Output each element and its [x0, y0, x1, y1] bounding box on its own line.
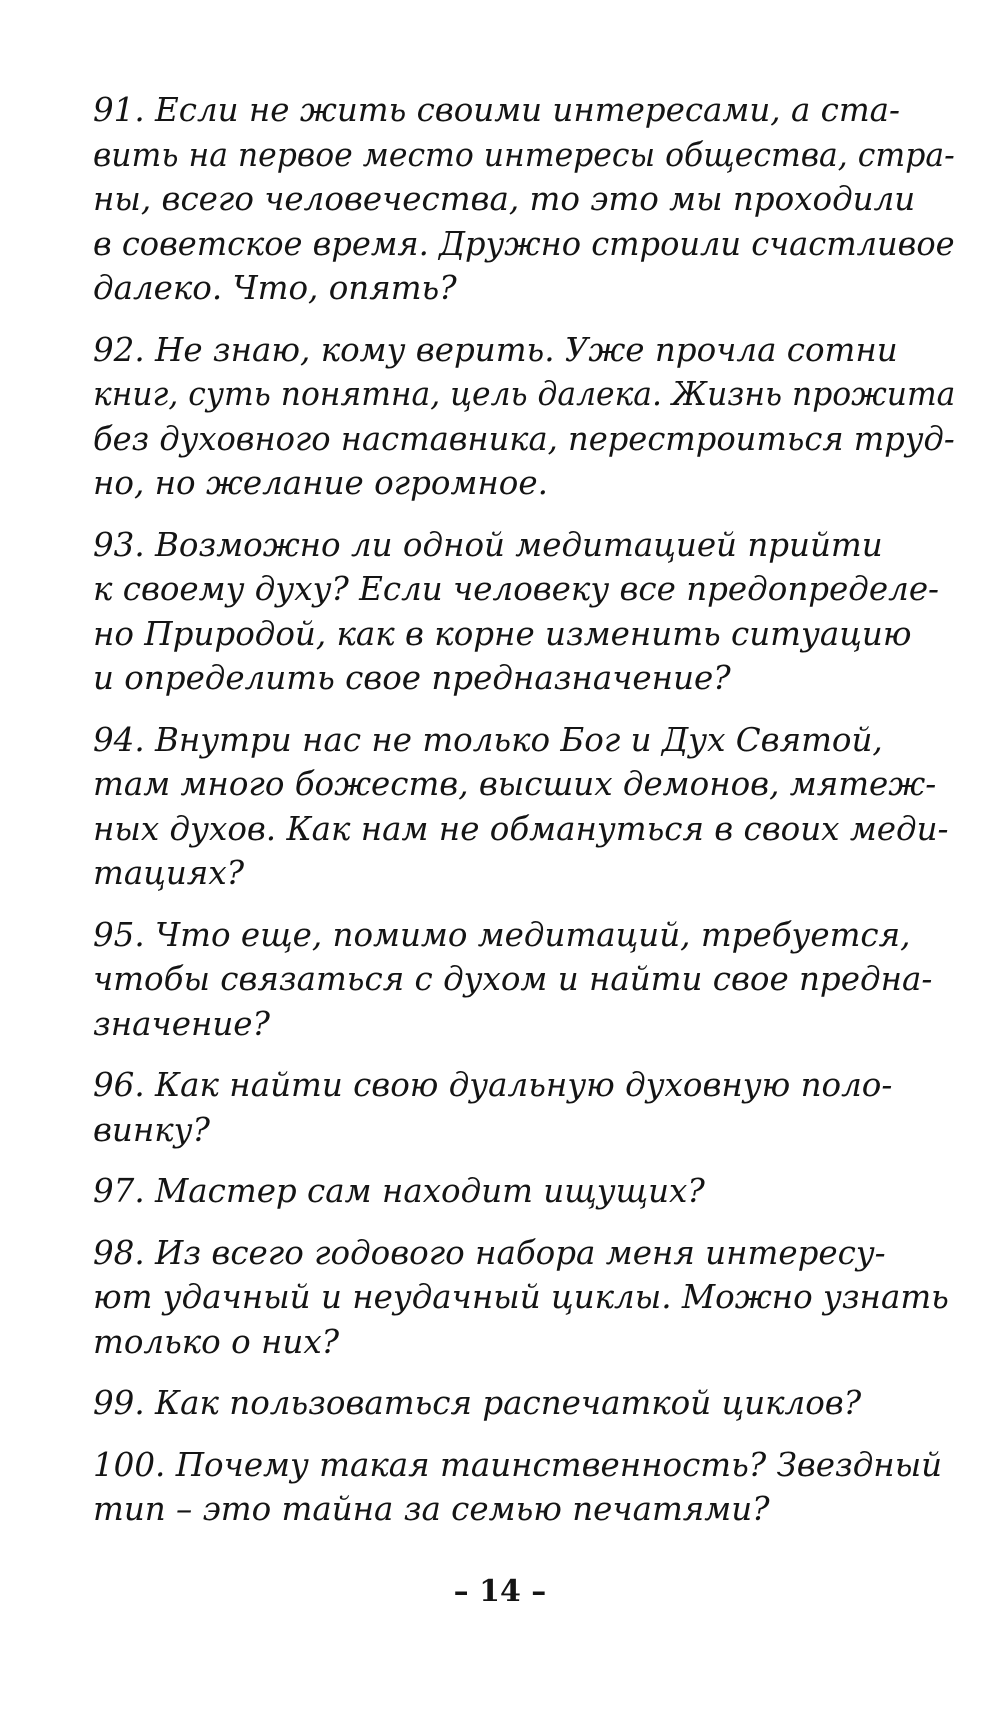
question-100 [93, 1443, 955, 1532]
text-line: чтобы связаться с духом и найти свое предна- [93, 960, 933, 998]
text-line: ют удачный и неудачный циклы. Можно узнать [93, 1278, 949, 1316]
text-line: ных духов. Как нам не обмануться в своих меди- [93, 809, 949, 848]
text-line: только о них? [93, 1322, 340, 1361]
text-line: в советское время. Дружно строили счастливое [93, 224, 955, 263]
text-line: 94. Внутри нас не только Бог и Дух Святой, [93, 720, 883, 759]
question-91 [93, 88, 955, 311]
text-line: 97. Мастер сам находит ищущих? [93, 1172, 705, 1210]
text-line: но, но желание огромное. [93, 464, 548, 502]
text-line: 91. Если не жить своими интересами, а ста- [93, 91, 901, 129]
text-line: без духовного наставника, перестроиться труд- [93, 419, 955, 458]
text-line: вить на первое место интересы общества, стра- [93, 135, 955, 174]
question-95 [93, 913, 955, 1047]
page-number: – 14 – [453, 1574, 547, 1609]
text-line: далеко. Что, опять? [93, 269, 457, 307]
text-line: 92. Не знаю, кому верить. Уже прочла сотни [93, 330, 898, 369]
text-line: 96. Как найти свою дуальную духовную поло- [93, 1066, 893, 1104]
question-93 [93, 523, 955, 701]
text-line: тациях? [93, 854, 245, 892]
text-line: значение? [93, 1004, 270, 1043]
text-line: 98. Из всего годового набора меня интересу- [93, 1233, 886, 1272]
text-line: книг, суть понятна, цель далека. Жизнь прожита [93, 375, 956, 413]
text-line: 95. Что еще, помимо медитаций, требуется, [93, 915, 911, 954]
questions-list [93, 88, 955, 1549]
text-line: там много божеств, высших демонов, мятеж- [93, 765, 937, 803]
text-line: 99. Как пользоваться распечаткой циклов? [93, 1384, 862, 1422]
question-92 [93, 328, 955, 506]
question-98 [93, 1231, 955, 1365]
text-line: винку? [93, 1110, 210, 1149]
text-line: 93. Возможно ли одной медитацией прийти [93, 525, 883, 564]
text-line: ны, всего человечества, то это мы проходили [93, 180, 916, 218]
text-line: 100. Почему такая таинственность? Звездный [93, 1445, 943, 1484]
text-line: но Природой, как в корне изменить ситуацию [93, 614, 912, 653]
text-line: тип – это тайна за семью печатями? [93, 1490, 770, 1528]
text-line: и определить свое предназначение? [93, 659, 731, 697]
question-99 [93, 1381, 955, 1426]
text-line: к своему духу? Если человеку все предопределе- [93, 570, 940, 608]
question-96 [93, 1063, 955, 1152]
question-94 [93, 718, 955, 896]
question-97 [93, 1169, 955, 1214]
